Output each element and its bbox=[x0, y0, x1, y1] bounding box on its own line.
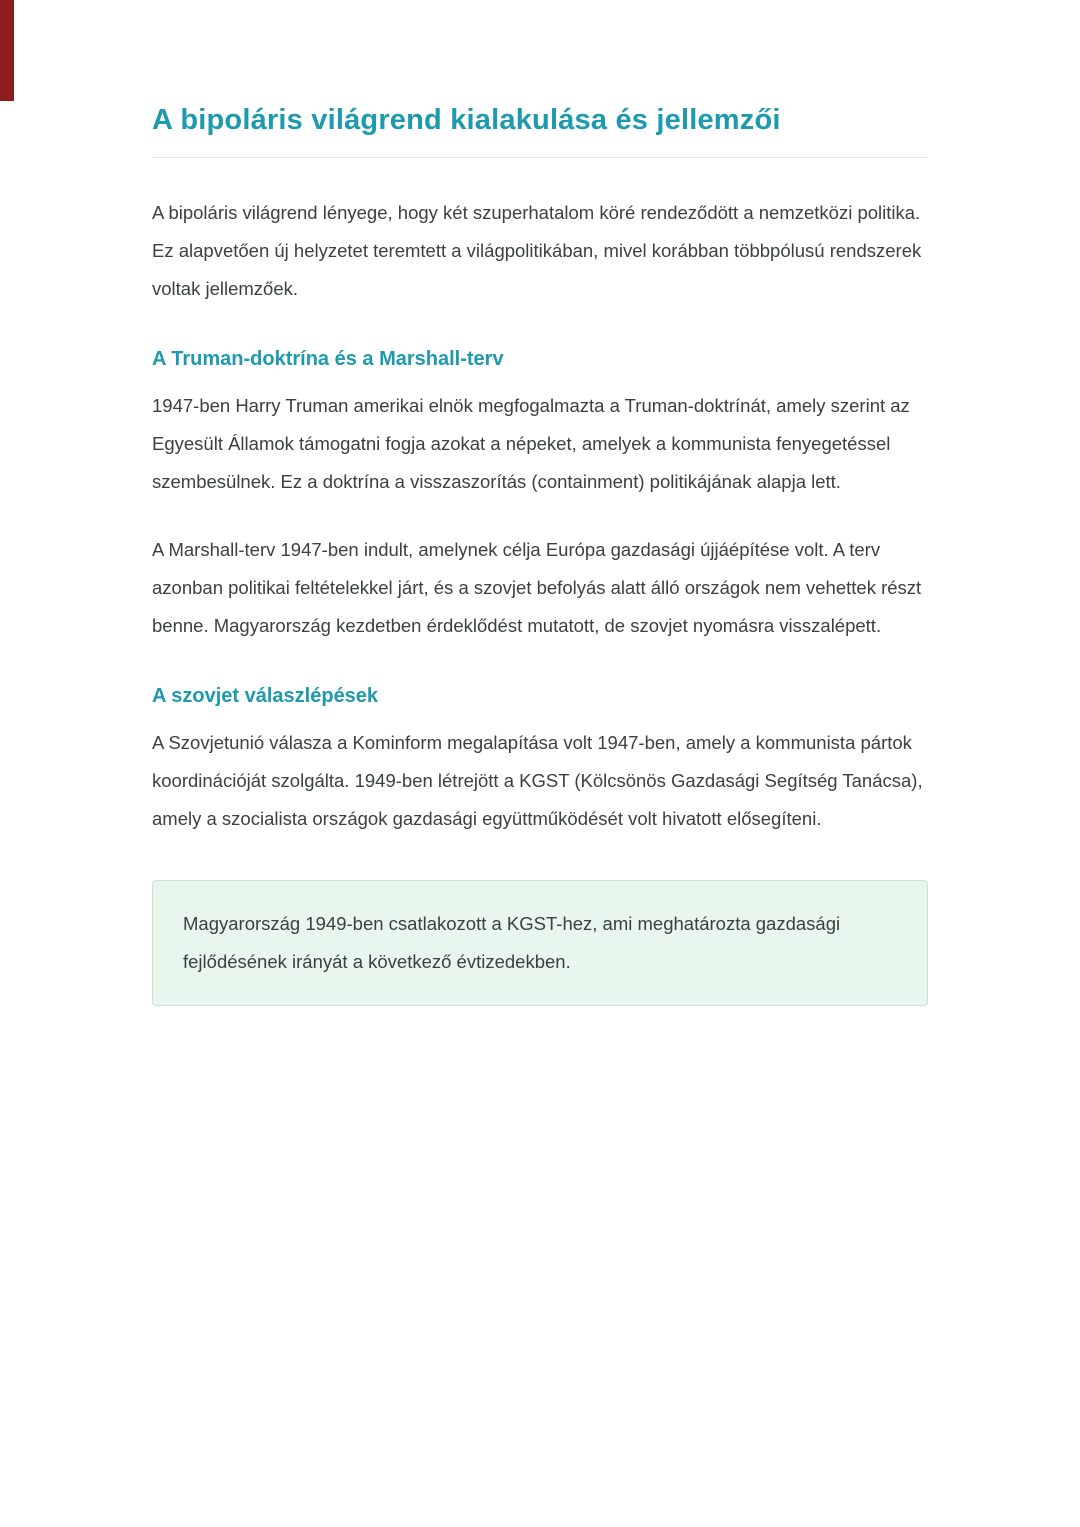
section-heading-truman-marshall: A Truman-doktrína és a Marshall-terv bbox=[152, 348, 504, 370]
left-edge-marker bbox=[0, 0, 14, 101]
section-heading-soviet-response: A szovjet válaszlépések bbox=[152, 685, 379, 707]
callout-box bbox=[152, 880, 928, 1006]
page-title: A bipoláris világrend kialakulása és jellemzői bbox=[152, 104, 781, 136]
callout-text: Magyarország 1949-ben csatlakozott a KGST-hez, ami meghatározta gazdasági fejlődésének irányát a következő évtizedekben. bbox=[183, 913, 841, 972]
paragraph-truman-doctrine: 1947-ben Harry Truman amerikai elnök megfogalmazta a Truman-doktrínát, amely szerint az Egyesült Államok támogatni fogja azokat a népeket, amelyek a kommunista fenyegetéssel szembesülnek. Ez a doktrína a visszaszorítás (containment) politikájának alapja lett. bbox=[152, 395, 910, 492]
intro-paragraph: A bipoláris világrend lényege, hogy két szuperhatalom köré rendeződött a nemzetközi politika. Ez alapvetően új helyzetet teremtett a világpolitikában, mivel korábban többpólusú rendszerek voltak jellemzőek. bbox=[152, 202, 922, 299]
paragraph-marshall-plan: A Marshall-terv 1947-ben indult, amelynek célja Európa gazdasági újjáépítése volt. A terv azonban politikai feltételekkel járt, és a szovjet befolyás alatt álló országok nem vehettek részt benne. Magyarország kezdetben érdeklődést mutatott, de szovjet nyomásra visszalépett. bbox=[152, 539, 922, 636]
title-divider bbox=[152, 157, 928, 158]
paragraph-soviet-response: A Szovjetunió válasza a Kominform megalapítása volt 1947-ben, amely a kommunista pártok koordinációját szolgálta. 1949-ben létrejött a KGST (Kölcsönös Gazdasági Segítség Tanácsa), amely a szocialista országok gazdasági együttműködését volt hivatott elősegíteni. bbox=[152, 732, 923, 829]
